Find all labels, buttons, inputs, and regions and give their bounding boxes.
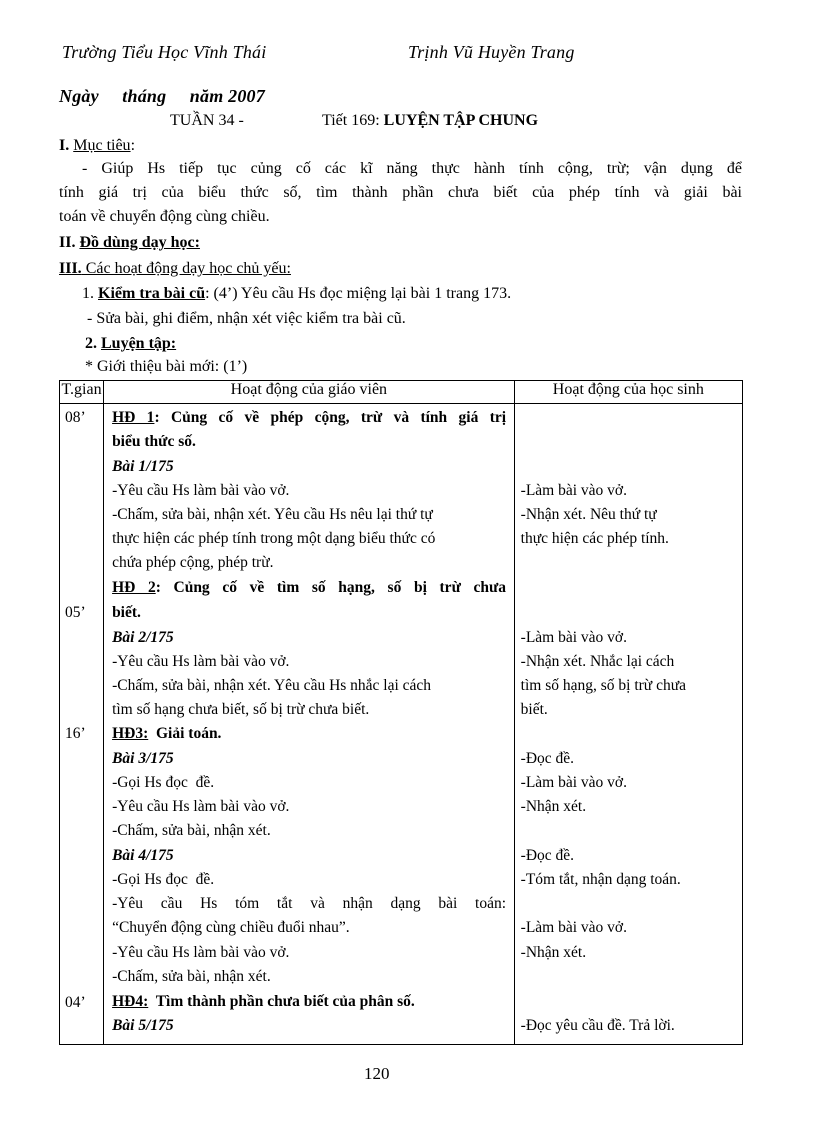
student-line: -Làm bài vào vở. (520, 629, 627, 646)
hd1-heading-2: biểu thức số. (112, 433, 196, 450)
teacher-line: -Gọi Hs đọc đề. (112, 774, 215, 791)
teacher-line: -Yêu cầu Hs làm bài vào vở. (112, 653, 290, 670)
lesson-prefix: Tiết 169: (322, 112, 384, 129)
table-header-row (60, 381, 743, 404)
section-materials-heading: II. Đồ dùng dạy học: (59, 234, 200, 251)
student-line: tìm số hạng, số bị trừ chưa (520, 677, 686, 694)
student-line: -Nhận xét. (520, 798, 587, 815)
student-line: -Làm bài vào vở. (520, 919, 627, 936)
review-line: 1. Kiểm tra bài cũ: (4’) Yêu cầu Hs đọc miệng lại bài 1 trang 173. (82, 285, 512, 302)
student-line: -Đọc yêu cầu đề. Trả lời. (520, 1017, 675, 1034)
teacher-line: thực hiện các phép tính trong một dạng biểu thức có (112, 530, 436, 547)
lesson-name: LUYỆN TẬP CHUNG (383, 112, 539, 129)
hd2-heading: HĐ 2: Củng cố về tìm số hạng, số bị trừ chưa (112, 579, 507, 596)
time-hd3: 16’ (65, 725, 86, 742)
hd3-heading: HĐ3: Giải toán. (112, 725, 222, 742)
exercise-4: Bài 4/175 (112, 847, 174, 864)
time-hd1: 08’ (65, 409, 86, 426)
header-teacher: Hoạt động của giáo viên (104, 381, 515, 404)
student-line: -Làm bài vào vở. (520, 482, 627, 499)
week-label: TUẦN 34 - (170, 112, 244, 129)
time-column (60, 404, 104, 1045)
page-number: 120 (364, 1064, 390, 1083)
teacher-line: -Chấm, sửa bài, nhận xét. (112, 968, 271, 985)
student-line: biết. (520, 701, 548, 718)
date-line: Ngày tháng năm 2007 (59, 86, 265, 106)
exercise-2: Bài 2/175 (112, 629, 174, 646)
school-name: Trường Tiểu Học Vĩnh Thái (62, 42, 267, 62)
intro-line: * Giới thiệu bài mới: (1’) (85, 358, 248, 375)
student-line: -Tóm tắt, nhận dạng toán. (520, 871, 681, 888)
teacher-line: -Yêu cầu Hs làm bài vào vở. (112, 944, 290, 961)
student-line: -Đọc đề. (520, 750, 575, 767)
header-student: Hoạt động của học sinh (514, 381, 742, 404)
student-line: -Nhận xét. (520, 944, 587, 961)
teacher-line: -Chấm, sửa bài, nhận xét. Yêu cầu Hs nêu lại thứ tự (112, 506, 433, 523)
teacher-column (104, 404, 515, 1045)
teacher-line: chứa phép cộng, phép trừ. (112, 554, 274, 571)
lesson-plan-table (59, 380, 743, 1045)
teacher-line: -Gọi Hs đọc đề. (112, 871, 215, 888)
student-column (514, 404, 742, 1045)
objectives-line-3: toán về chuyển động cùng chiều. (59, 208, 270, 225)
teacher-line: tìm số hạng chưa biết, số bị trừ chưa biết. (112, 701, 370, 718)
header-time: T.gian (60, 381, 104, 404)
hd2-heading-2: biết. (112, 604, 141, 621)
time-hd4: 04’ (65, 994, 86, 1011)
teacher-line: -Chấm, sửa bài, nhận xét. Yêu cầu Hs nhắc lại cách (112, 677, 432, 694)
teacher-line: -Yêu cầu Hs làm bài vào vở. (112, 482, 290, 499)
hd4-heading: HĐ4: Tìm thành phần chưa biết của phân số. (112, 993, 415, 1010)
section-objectives-heading: I. Mục tiêu: (59, 137, 136, 154)
teacher-line: -Yêu cầu Hs tóm tắt và nhận dạng bài toán: (112, 895, 507, 912)
exercise-5: Bài 5/175 (112, 1017, 174, 1034)
teacher-name: Trịnh Vũ Huyền Trang (408, 42, 575, 62)
teacher-line: -Chấm, sửa bài, nhận xét. (112, 822, 271, 839)
teacher-line: “Chuyển động cùng chiều đuổi nhau”. (112, 919, 350, 936)
hd1-heading: HĐ 1: Củng cố về phép cộng, trừ và tính giá trị (112, 409, 507, 426)
exercise-1: Bài 1/175 (112, 458, 174, 475)
objectives-line-1: - Giúp Hs tiếp tục củng cố các kĩ năng thực hành tính cộng, trừ; vận dụng để (82, 160, 742, 177)
student-line: thực hiện các phép tính. (520, 530, 669, 547)
objectives-line-2: tính giá trị của biểu thức số, tìm thành phần chưa biết của phép tính và giải bài (59, 184, 742, 201)
student-line: -Nhận xét. Nêu thứ tự (520, 506, 657, 523)
student-line: -Nhận xét. Nhắc lại cách (520, 653, 675, 670)
review-line-2: - Sửa bài, ghi điểm, nhận xét việc kiểm tra bài cũ. (87, 310, 406, 327)
section-activities-heading: III. Các hoạt động dạy học chủ yếu: (59, 260, 291, 277)
lesson-title (322, 112, 538, 130)
exercise-3: Bài 3/175 (112, 750, 174, 767)
student-line: -Đọc đề. (520, 847, 575, 864)
table-body-row (60, 404, 743, 1045)
practice-heading: 2. Luyện tập: (85, 335, 177, 352)
student-line: -Làm bài vào vở. (520, 774, 627, 791)
time-hd2: 05’ (65, 604, 86, 621)
teacher-line: -Yêu cầu Hs làm bài vào vở. (112, 798, 290, 815)
